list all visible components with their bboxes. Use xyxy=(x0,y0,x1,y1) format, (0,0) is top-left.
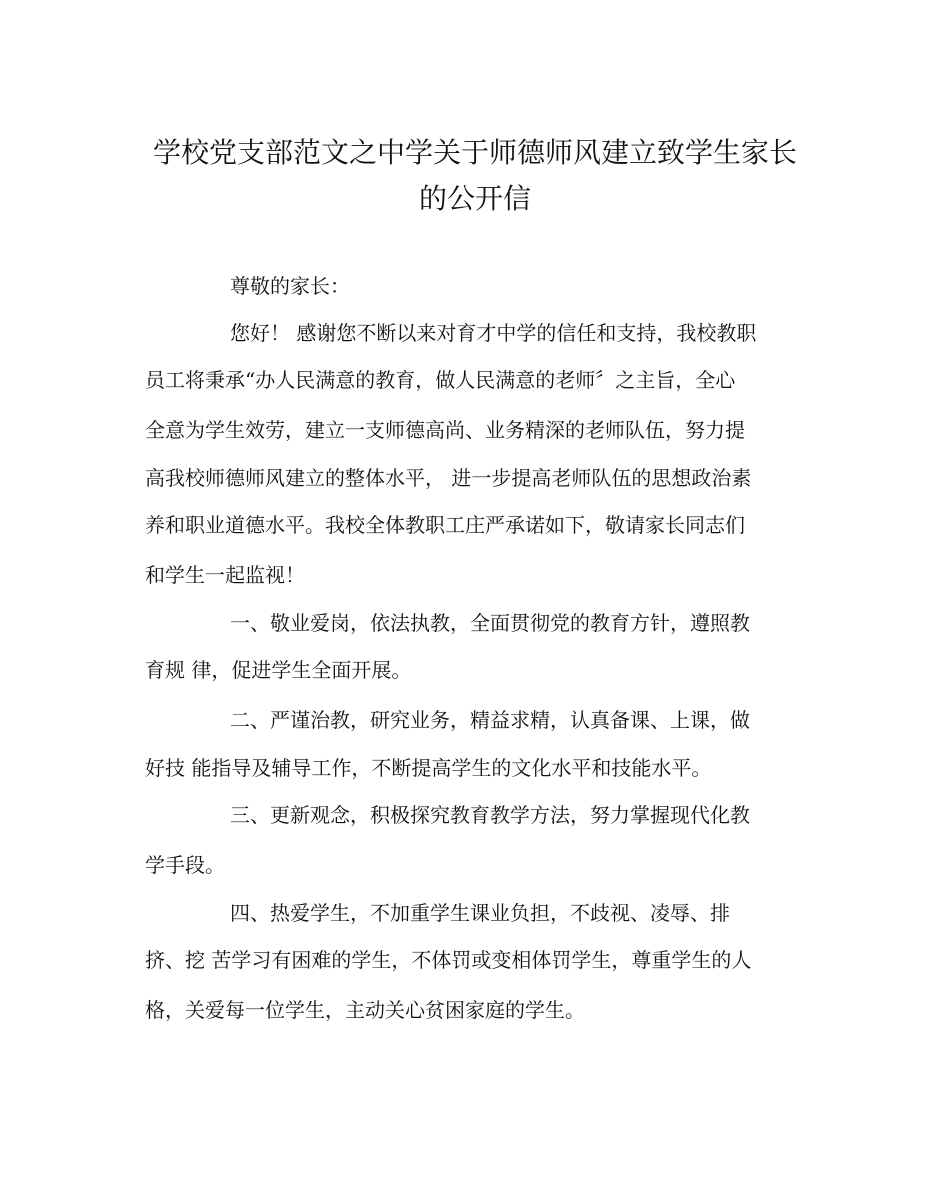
body-line-1: 您好！ 感谢您不断以来对育才中学的信任和支持，我校教职 xyxy=(230,321,757,345)
commitment-4-line-3: 格，关爱每一位学生，主动关心贫困家庭的学生。 xyxy=(145,998,585,1022)
body-line-3: 全意为学生效劳，建立一支师德高尚、业务精深的老师队伍，努力提 xyxy=(145,418,745,442)
body-line-2: 员工将秉承“办人民满意的教育，做人民满意的老师〞之主旨，全心 xyxy=(145,368,736,392)
commitment-2-line-2: 好技 能指导及辅导工作，不断提高学生的文化水平和技能水平。 xyxy=(145,756,712,780)
commitment-4-line-1: 四、热爱学生，不加重学生课业负担，不歧视、凌辱、排 xyxy=(230,901,730,925)
document-title-line-2: 的公开信 xyxy=(418,182,531,215)
commitment-2-line-1: 二、严谨治教，研究业务，精益求精，认真备课、上课，做 xyxy=(230,708,750,732)
commitment-3-line-1: 三、更新观念，积极探究教育教学方法，努力掌握现代化教 xyxy=(230,803,750,827)
body-line-5: 养和职业道德水平。我校全体教职工庄严承诺如下，敬请家长同志们 xyxy=(145,513,745,537)
body-line-4: 高我校师德师风建立的整体水平， 进一步提高老师队伍的思想政治素 xyxy=(145,466,752,490)
salutation: 尊敬的家长： xyxy=(230,274,350,298)
commitment-3-line-2: 学手段。 xyxy=(145,853,225,877)
commitment-1-line-2: 育规 律，促进学生全面开展。 xyxy=(145,658,412,682)
commitment-1-line-1: 一、敬业爱岗，依法执教，全面贯彻党的教育方针，遵照教 xyxy=(230,611,750,635)
body-line-6: 和学生一起监视！ xyxy=(145,563,305,587)
document-title-line-1: 学校党支部范文之中学关于师德师风建立致学生家长 xyxy=(152,136,797,169)
commitment-4-line-2: 挤、挖 苦学习有困难的学生，不体罚或变相体罚学生，尊重学生的人 xyxy=(145,948,752,972)
